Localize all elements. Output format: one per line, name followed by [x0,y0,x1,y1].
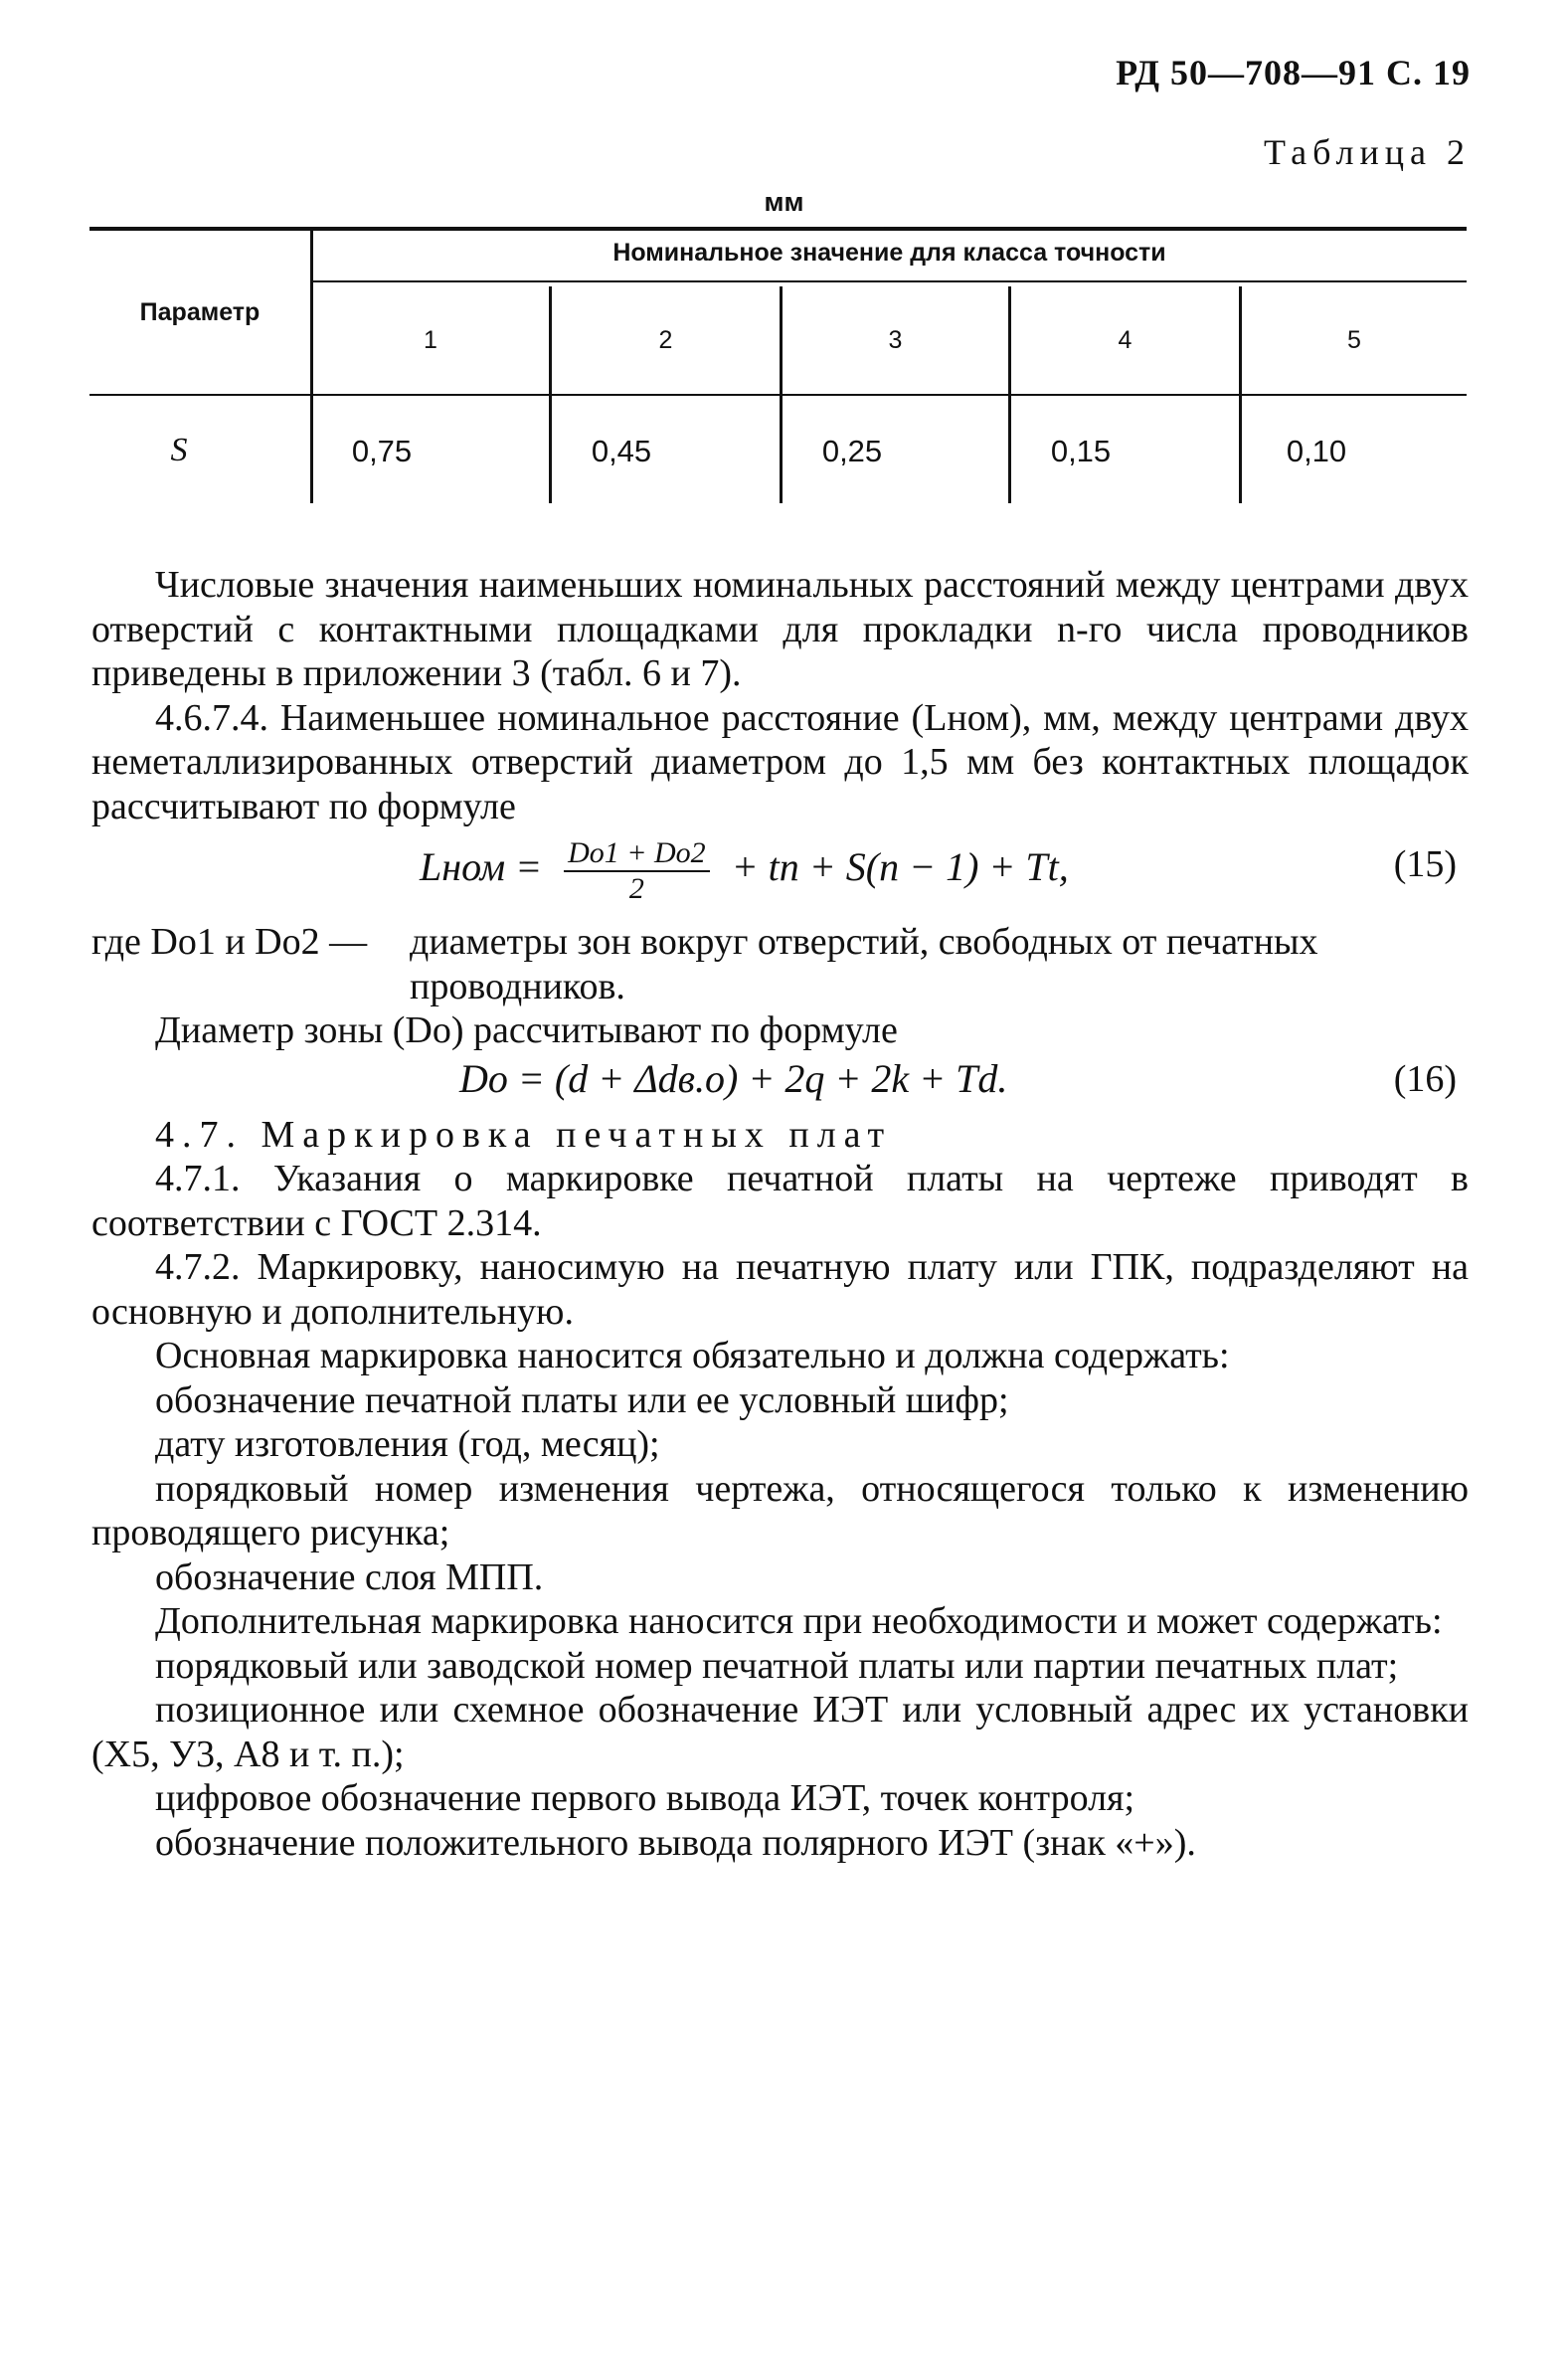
class-header-4: 4 [1118,326,1132,354]
paragraph-extra-marking-intro: Дополнительная маркировка наносится при необходимости и может содержать: [155,1600,1443,1642]
extra-marking-item: цифровое обозначение первого вывода ИЭТ, точек контроля; [155,1777,1135,1819]
table-vline-2 [780,286,783,503]
paragraph-4-7-2: 4.7.2. Маркировку, наносимую на печатную плату или ГПК, подразделяют на основную и дополнительную. [91,1246,1469,1333]
main-marking-item: обозначение слоя МПП. [155,1555,544,1598]
row-label-s: S [170,432,188,468]
page-header: РД 50—708—91 С. 19 [1116,53,1471,92]
where-text: диаметры зон вокруг отверстий, свободных от печатных проводников. [410,921,1318,1007]
main-marking-item: порядковый номер изменения чертежа, относящегося только к изменению проводящего рисунка; [91,1467,1469,1553]
table-header-bottom-rule [89,394,1467,396]
section-heading-4-7: 4.7. Маркировка печатных плат [155,1113,893,1156]
paragraph-appendix-ref: Числовые значения наименьших номинальных расстояний между центрами двух отверстий с контактными площадками для прокладки n-го числа проводников приведены в приложении 3 (табл. 6 и 7). [91,564,1469,694]
table-vline-1 [549,286,552,503]
formula-15-fraction [564,836,710,906]
paragraph-zone-diameter: Диаметр зоны (Do) рассчитывают по формуле [155,1009,898,1051]
paragraph-4-7-1: 4.7.1. Указания о маркировке печатной платы на чертеже приводят в соответствии с ГОСТ 2.314. [91,1158,1469,1244]
where-label: где Do1 и Do2 — [91,921,368,963]
formula-15-lhs: Lном = [420,844,543,890]
value-class-5: 0,10 [1286,434,1347,468]
body-text [91,563,1469,1865]
where-clause [91,920,1469,1008]
paragraph-4-6-7-4: 4.6.7.4. Наименьшее номинальное расстояние (Lном), мм, между центрами двух неметаллизированных отверстий диаметром до 1,5 мм без контактных площадок рассчитывают по формуле [91,696,1469,827]
group-header: Номинальное значение для класса точности [612,239,1166,267]
formula-15 [91,828,1469,920]
value-class-3: 0,25 [821,434,883,468]
table-vline-4 [1239,286,1242,503]
table-title: Таблица 2 [1264,132,1471,172]
extra-marking-item: обозначение положительного вывода полярного ИЭТ (знак «+»). [155,1821,1196,1864]
table-top-rule [89,227,1467,231]
formula-15-number: (15) [1393,843,1457,885]
class-header-5: 5 [1347,326,1361,354]
table-subheader-rule [312,280,1467,282]
value-class-1: 0,75 [351,434,413,468]
value-class-4: 0,15 [1050,434,1112,468]
formula-16-number: (16) [1393,1057,1457,1100]
formula-15-denominator: 2 [628,872,644,905]
value-class-2: 0,45 [591,434,652,468]
formula-15-rhs: + tn + S(n − 1) + Tt, [731,844,1069,890]
table-2 [89,227,1467,515]
paragraph-main-marking-intro: Основная маркировка наносится обязательно и должна содержать: [155,1335,1230,1376]
class-header-3: 3 [888,326,903,354]
main-marking-item: обозначение печатной платы или ее условный шифр; [155,1378,1009,1421]
main-marking-item: дату изготовления (год, месяц); [155,1423,660,1465]
param-header: Параметр [139,298,261,326]
formula-16-expression: Do = (d + Δdв.о) + 2q + 2k + Td. [459,1055,1008,1101]
extra-marking-item: позиционное или схемное обозначение ИЭТ или условный адрес их установки (Х5, У3, А8 и т. п.); [91,1689,1469,1775]
extra-marking-item: порядковый или заводской номер печатной платы или партии печатных плат; [155,1644,1399,1687]
class-header-1: 1 [424,326,437,354]
class-header-2: 2 [658,326,673,354]
formula-15-expression [420,836,1069,906]
table-units: мм [764,187,804,217]
table-vline-3 [1008,286,1011,503]
formula-15-numerator: Do1 + Do2 [564,836,710,872]
formula-16 [91,1053,1469,1113]
